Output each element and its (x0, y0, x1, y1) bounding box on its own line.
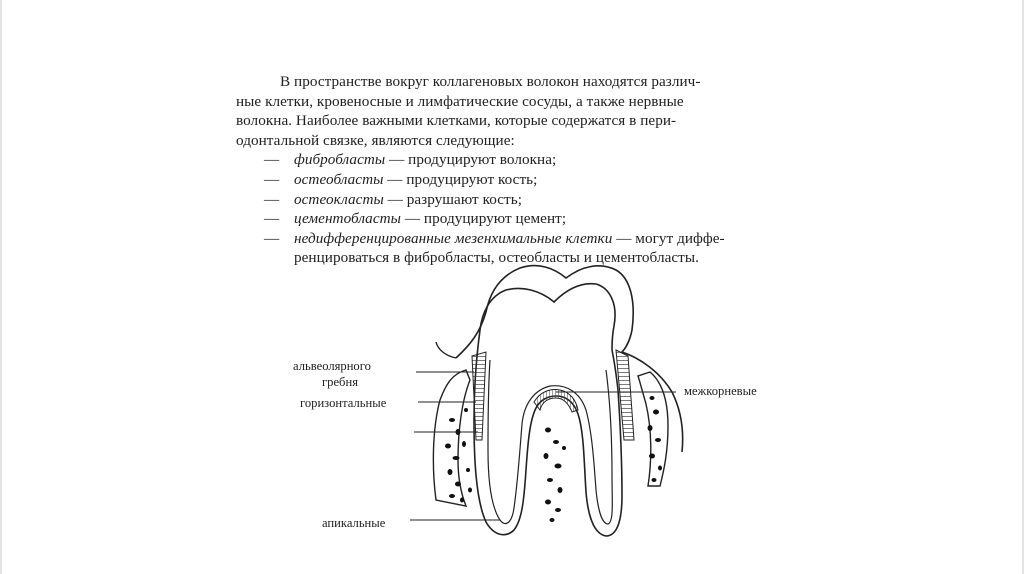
gingiva-outline (456, 266, 683, 452)
crown-outline (480, 284, 615, 350)
label-apical: апикальные (322, 516, 386, 530)
label-alveolar-crest-1: альвеолярного (293, 359, 371, 373)
label-alveolar-crest-2: гребня (322, 375, 358, 389)
cell-desc: — продуцируют цемент; (400, 210, 567, 228)
alveolar-bone-right (638, 372, 668, 486)
cell-desc: — разрушают кость; (383, 190, 522, 208)
cell-desc: — продуцируют волокна; (385, 151, 557, 169)
cell-term: недифференцированные мезенхимальные клетки (294, 229, 613, 247)
list-item: — недифференцированные мезенхимальные клетки — могут диффе- (264, 229, 725, 247)
cell-term: остеобласты (294, 170, 384, 188)
cell-term: цементобласты (294, 210, 401, 228)
list-item: — остеокласты — разрушают кость; (264, 190, 522, 208)
list-item: — цементобласты — продуцируют цемент; (264, 210, 567, 228)
ligament-interradicular (534, 390, 578, 413)
cell-term: остеокласты (294, 190, 384, 208)
paragraph-line-1: В пространстве вокруг коллагеновых волокон находятся различ- (280, 73, 701, 90)
cell-desc: — продуцируют кость; (383, 170, 538, 188)
label-horizontal: горизонтальные (300, 396, 387, 410)
list-item: — остеобласты — продуцируют кость; (264, 170, 538, 188)
paragraph-line-2: ные клетки, кровеносные и лимфатические сосуды, а также нервные (236, 92, 684, 110)
list-item-continuation: ренцироваться в фибробласты, остеобласты и цементобласты. (294, 249, 699, 267)
paragraph-line-3: волокна. Наиболее важными клетками, которые содержатся в пери- (236, 112, 677, 130)
root-outer (474, 330, 622, 536)
cell-term: фибробласты (294, 151, 386, 169)
cell-desc: — могут диффе- (612, 229, 725, 247)
list-item: — фибробласты — продуцируют волокна; (264, 151, 557, 169)
gingiva-left (436, 342, 456, 358)
label-interradicular: межкорневые (684, 384, 757, 398)
root-inner (488, 360, 612, 524)
paragraph-line-4: одонтальной связке, являются следующие: (236, 131, 515, 149)
alveolar-bone-left (433, 370, 470, 506)
